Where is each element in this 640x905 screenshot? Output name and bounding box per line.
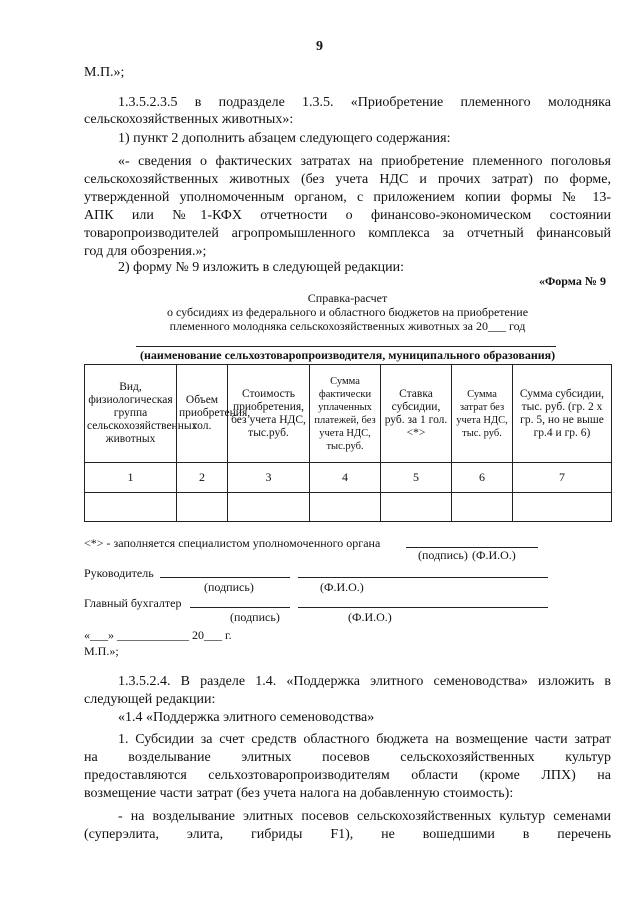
paragraph-1-3-5-2-3-5-line2: сельскохозяйственных животных»: [84, 112, 294, 127]
signature-caption: (подпись) [418, 548, 468, 562]
paragraph-line: 1. Субсидии за счет средств областного бюджета на возмещение части затрат [118, 732, 611, 747]
signature-line [190, 607, 290, 608]
header-cell: Сумма субсидии, тыс. руб. (гр. 2 х гр. 5, но не выше гр.4 и гр. 6) [513, 365, 612, 463]
paragraph-line: предоставляются сельхозтоваропроизводителям области (кроме ЛПХ) на [84, 768, 611, 783]
column-number: 4 [310, 463, 381, 493]
column-number: 7 [513, 463, 612, 493]
paragraph-line: на возделывание элитных посевов сельскохозяйственных культур [84, 750, 611, 765]
signature-line [160, 577, 290, 578]
quote-line: год для обозрения.»; [84, 244, 207, 259]
header-cell: Стоимость приобретения, без учета НДС, тыс.руб. [228, 365, 310, 463]
item-2: 2) форму № 9 изложить в следующей редакции: [118, 260, 405, 275]
date-line: «___» ____________ 20___ г. [84, 628, 232, 642]
column-number: 6 [452, 463, 513, 493]
item-1: 1) пункт 2 дополнить абзацем следующего содержания: [118, 131, 451, 146]
quote-line: сельскохозяйственных животных (без учета НДС и прочих затрат) по форме, [84, 172, 611, 187]
fio-line [298, 607, 548, 608]
paragraph-1-3-5-2-4-line2: следующей редакции: [84, 692, 216, 707]
producer-caption: (наименование сельхозтоваропроизводителя, муниципального образования) [140, 348, 556, 362]
signature-caption: (подпись) [230, 610, 280, 624]
subsidy-calculation-table [84, 364, 612, 522]
column-number: 1 [85, 463, 177, 493]
header-cell: Вид, физиологическая группа сельскохозяйственных животных [85, 365, 177, 463]
header-cell: Сумма фактически уплаченных платежей, без учета НДС, тыс.руб. [310, 365, 381, 463]
table-header-row [85, 365, 612, 463]
form-subtitle-line1: о субсидиях из федерального и областного бюджетов на приобретение [166, 305, 529, 319]
signature-caption: (подпись) [204, 580, 254, 594]
mp-stamp-top: М.П.»; [84, 65, 125, 80]
fio-caption: (Ф.И.О.) [348, 610, 392, 624]
table-row [85, 493, 612, 522]
paragraph-1-3-5-2-4-line1: 1.3.5.2.4. В разделе 1.4. «Поддержка элитного семеноводства» изложить в [118, 674, 611, 689]
quote-line: АПК или №1-КФХ отчетности о финансово-экономическом состоянии [84, 208, 611, 223]
paragraph-line: (суперэлита, элита, гибриды F1), не вошедшими в перечень [84, 827, 611, 842]
paragraph-line: возмещение части затрат (без учета налога на добавленную стоимость): [84, 786, 514, 801]
column-number: 3 [228, 463, 310, 493]
paragraph-1-3-5-2-3-5-line1: 1.3.5.2.3.5 в подразделе 1.3.5. «Приобретение племенного молодняка [118, 95, 611, 110]
footnote: <*> - заполняется специалистом уполномоченного органа [84, 536, 381, 550]
accountant-label: Главный бухгалтер [84, 596, 182, 610]
column-number: 5 [381, 463, 452, 493]
table-cell [452, 493, 513, 522]
header-cell: Объем приобретения, гол. [177, 365, 228, 463]
table-cell [85, 493, 177, 522]
table-cell [310, 493, 381, 522]
fio-caption: (Ф.И.О.) [320, 580, 364, 594]
form-label: «Форма № 9 [539, 274, 606, 288]
quote-line: утвержденной уполномоченным органом, с приложением копии формы № 13- [84, 190, 611, 205]
quote-line: «- сведения о фактических затратах на приобретение племенного поголовья [118, 154, 611, 169]
head-label: Руководитель [84, 566, 154, 580]
header-cell: Ставка субсидии, руб. за 1 гол. <*> [381, 365, 452, 463]
producer-name-line [136, 346, 556, 347]
mp-stamp-bottom: М.П.»; [84, 644, 119, 658]
table-cell [228, 493, 310, 522]
section-title: «1.4 «Поддержка элитного семеноводства» [118, 710, 375, 725]
quote-line: товаропроизводителей агропромышленного комплекса за отчетный финансовый [84, 226, 611, 241]
table-cell [513, 493, 612, 522]
header-cell: Сумма затрат без учета НДС, тыс. руб. [452, 365, 513, 463]
table-cell [177, 493, 228, 522]
table-cell [381, 493, 452, 522]
form-title: Справка-расчет [307, 291, 388, 305]
table-row [85, 463, 612, 493]
column-number: 2 [177, 463, 228, 493]
page-number: 9 [316, 39, 323, 54]
fio-line [298, 577, 548, 578]
form-subtitle-line2: племенного молодняка сельскохозяйственных животных за 20___ год [169, 319, 526, 333]
paragraph-line: - на возделывание элитных посевов сельскохозяйственных культур семенами [118, 809, 611, 824]
fio-caption: (Ф.И.О.) [472, 548, 516, 562]
